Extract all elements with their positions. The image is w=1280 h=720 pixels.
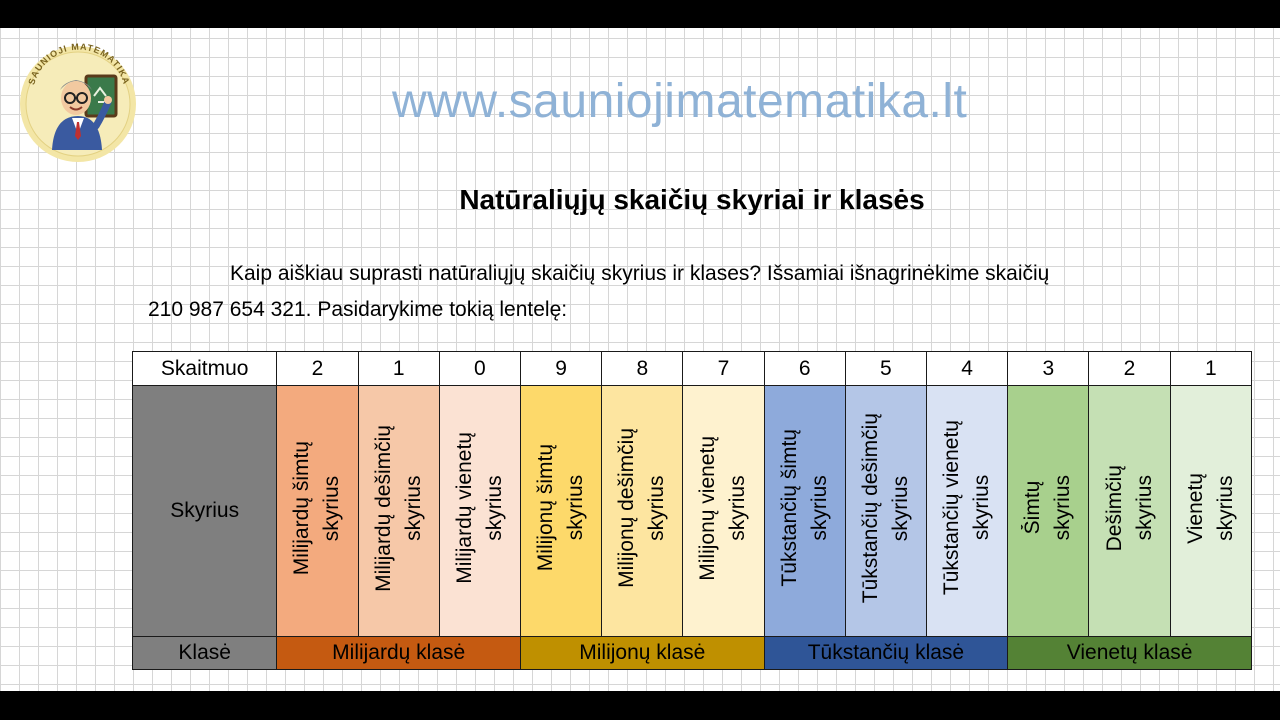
digit-row (133, 352, 1252, 386)
place-name: Vienetų skyrius (1183, 472, 1237, 544)
digit-cell: 6 (764, 352, 845, 386)
class-cell-milijonu: Milijonų klasė (520, 637, 764, 670)
digit-cell: 2 (277, 352, 358, 386)
place-cell (439, 386, 520, 637)
place-cell (927, 386, 1008, 637)
place-name: Šimtų skyrius (1021, 475, 1075, 541)
digit-cell: 2 (1089, 352, 1170, 386)
intro-line-1: Kaip aiškiau suprasti natūraliųjų skaičių skyrius ir klases? Išsamiai išnagrinėkime skaičių (230, 262, 1050, 285)
place-cell (358, 386, 439, 637)
place-cell (1170, 386, 1251, 637)
place-cell (845, 386, 926, 637)
class-row (133, 637, 1252, 670)
class-cell-tukstanciu: Tūkstančių klasė (764, 637, 1008, 670)
place-cell (602, 386, 683, 637)
place-cell (764, 386, 845, 637)
logo-text: SAUNIOJI MATEMATIKA (26, 41, 132, 86)
digit-cell: 5 (845, 352, 926, 386)
digit-cell: 4 (927, 352, 1008, 386)
place-row-label: Skyrius (133, 386, 277, 637)
place-cell (520, 386, 601, 637)
sauniojimatematika-logo (14, 40, 142, 164)
class-cell-vienetu: Vienetų klasė (1008, 637, 1252, 670)
place-name: Tūkstančių dešimčių skyrius (858, 412, 912, 604)
page-title: Natūraliųjų skaičių skyriai ir klasės (459, 184, 925, 215)
place-value-table (132, 351, 1252, 670)
digit-cell: 7 (683, 352, 764, 386)
place-name: Milijardų vienetų skyrius (452, 432, 506, 584)
place-name: Dešimčių skyrius (1102, 464, 1156, 552)
digit-cell: 8 (602, 352, 683, 386)
class-row-label: Klasė (133, 637, 277, 670)
top-letterbox-bar (0, 0, 1280, 28)
bottom-letterbox-bar (0, 691, 1280, 720)
digit-cell: 1 (1170, 352, 1251, 386)
place-name: Milijonų šimtų skyrius (534, 444, 588, 572)
intro-line-2: 210 987 654 321. Pasidarykime tokią lentelę: (148, 298, 568, 321)
place-name: Milijardų šimtų skyrius (290, 440, 344, 576)
class-cell-milijardu: Milijardų klasė (277, 637, 521, 670)
place-name: Tūkstančių vienetų skyrius (940, 420, 994, 596)
place-name: Milijonų dešimčių skyrius (615, 428, 669, 588)
place-row (133, 386, 1252, 637)
place-cell (277, 386, 358, 637)
place-name: Tūkstančių šimtų skyrius (777, 429, 831, 587)
place-cell (1008, 386, 1089, 637)
place-name: Milijardų dešimčių skyrius (371, 424, 425, 592)
digit-cell: 0 (439, 352, 520, 386)
digit-cell: 3 (1008, 352, 1089, 386)
digit-cell: 1 (358, 352, 439, 386)
place-name: Milijonų vienetų skyrius (696, 435, 750, 581)
place-cell (683, 386, 764, 637)
website-url[interactable]: www.sauniojimatematika.lt (392, 75, 968, 128)
intro-paragraph (148, 256, 1238, 328)
digit-cell: 9 (520, 352, 601, 386)
digit-row-label: Skaitmuo (133, 352, 277, 386)
place-cell (1089, 386, 1170, 637)
